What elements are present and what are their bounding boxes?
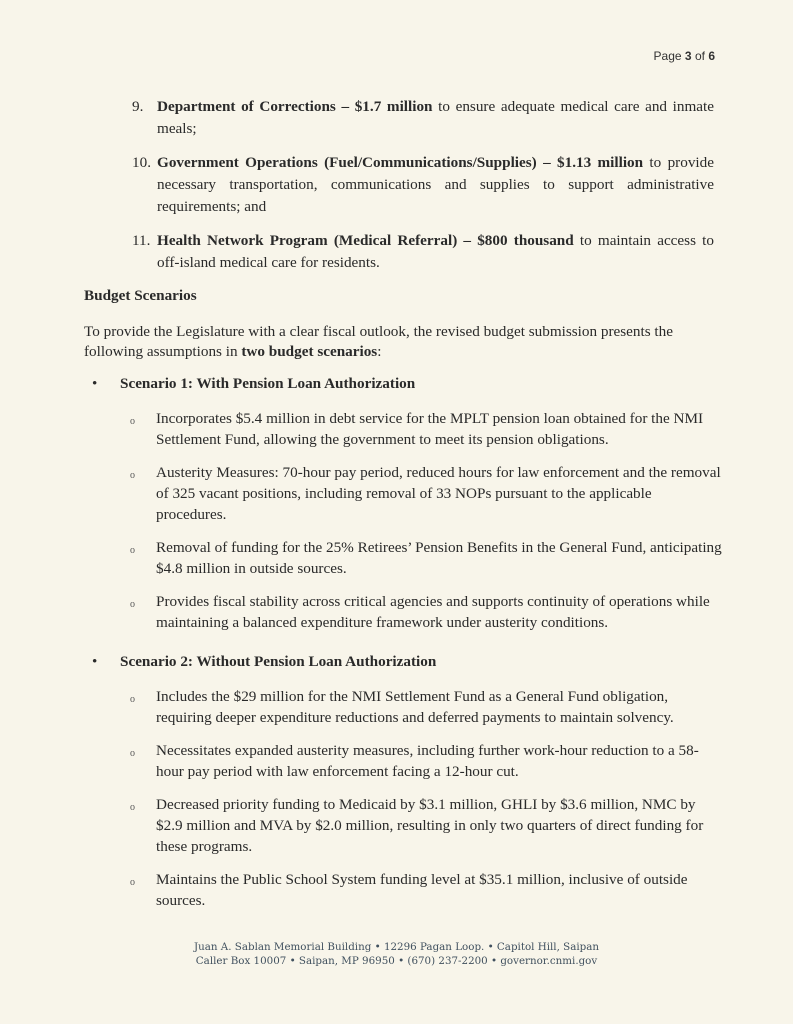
section-heading: Budget Scenarios xyxy=(84,287,197,304)
item-text xyxy=(157,96,714,140)
item-rest-text: to ensure adequate medical care and inmate meals; xyxy=(157,98,714,137)
circle-bullet-icon: o xyxy=(130,694,135,705)
item-text xyxy=(157,230,714,274)
list-item xyxy=(128,462,724,525)
scenario-title xyxy=(84,374,724,394)
scenario-1 xyxy=(84,374,724,633)
list-item xyxy=(128,408,724,450)
item-number: 10. xyxy=(132,154,151,171)
item-bold-text: Department of Corrections – $1.7 million xyxy=(157,98,433,115)
item-text: Necessitates expanded austerity measures, including further work-hour reduction to a 58-hour pay period with law enforcement facing a 12-hour cut. xyxy=(156,742,699,780)
list-item xyxy=(128,537,724,579)
list-item xyxy=(128,686,724,728)
circle-bullet-icon: o xyxy=(130,877,135,888)
item-text xyxy=(157,152,714,218)
circle-bullet-icon: o xyxy=(130,599,135,610)
item-number: 11. xyxy=(132,232,151,249)
circle-bullet-icon: o xyxy=(130,545,135,556)
list-item xyxy=(128,740,724,782)
letterhead-footer xyxy=(0,940,793,968)
scenario-title-text: Scenario 2: Without Pension Loan Authorization xyxy=(120,653,437,670)
item-bold-text: Health Network Program (Medical Referral) – $800 thousand xyxy=(157,232,574,249)
page-total: 6 xyxy=(708,49,715,63)
scenario-title xyxy=(84,652,724,672)
item-bold-text: Government Operations (Fuel/Communications/Supplies) – $1.13 million xyxy=(157,154,644,171)
item-text: Austerity Measures: 70-hour pay period, reduced hours for law enforcement and the removal of 325 vacant positions, including removal of 33 NOPs pursuant to the applicable procedures. xyxy=(156,464,721,523)
intro-paragraph xyxy=(84,322,714,362)
item-number: 9. xyxy=(132,98,144,115)
item-text: Provides fiscal stability across critical agencies and supports continuity of operations while maintaining a balanced expenditure framework under austerity conditions. xyxy=(156,593,710,631)
list-item xyxy=(132,152,714,218)
item-text: Maintains the Public School System funding level at $35.1 million, inclusive of outside sources. xyxy=(156,871,688,909)
page-label: Page xyxy=(653,49,682,63)
scenario-2 xyxy=(84,652,724,911)
item-text: Includes the $29 million for the NMI Settlement Fund as a General Fund obligation, requiring deeper expenditure reductions and deferred payments to maintain solvency. xyxy=(156,688,674,726)
item-rest-text: to maintain access to off-island medical care for residents. xyxy=(157,232,714,271)
circle-bullet-icon: o xyxy=(130,748,135,759)
intro-text-end: : xyxy=(377,343,382,360)
list-item xyxy=(132,230,714,274)
list-item xyxy=(128,794,724,857)
circle-bullet-icon: o xyxy=(130,470,135,481)
page-number xyxy=(654,49,715,63)
scenario-title-text: Scenario 1: With Pension Loan Authorization xyxy=(120,375,416,392)
funding-priorities-list xyxy=(132,96,714,286)
intro-bold-text: two budget scenarios xyxy=(241,343,378,360)
list-item xyxy=(128,869,724,911)
item-text: Incorporates $5.4 million in debt service for the MPLT pension loan obtained for the NMI Settlement Fund, allowing the government to meet its pension obligations. xyxy=(156,410,704,448)
circle-bullet-icon: o xyxy=(130,416,135,427)
list-item xyxy=(128,591,724,633)
item-text: Decreased priority funding to Medicaid by $3.1 million, GHLI by $3.6 million, NMC by $2.9 million and MVA by $2.0 million, resulting in only two quarters of direct funding for these programs. xyxy=(156,796,704,855)
list-item xyxy=(132,96,714,140)
circle-bullet-icon: o xyxy=(130,802,135,813)
footer-address-line: Juan A. Sablan Memorial Building • 12296 Pagan Loop. • Capitol Hill, Saipan xyxy=(194,941,599,953)
bullet-icon: • xyxy=(92,375,98,392)
page-of: of xyxy=(694,49,705,63)
item-text: Removal of funding for the 25% Retirees’ Pension Benefits in the General Fund, anticipating $4.8 million in outside sources. xyxy=(156,539,722,577)
footer-contact-line: Caller Box 10007 • Saipan, MP 96950 • (670) 237-2200 • governor.cnmi.gov xyxy=(195,955,598,967)
item-rest-text: to provide necessary transportation, communications and supplies to support administrative requirements; and xyxy=(157,154,714,215)
bullet-icon: • xyxy=(92,653,98,670)
intro-text: To provide the Legislature with a clear fiscal outlook, the revised budget submission presents the following assumptions in xyxy=(84,323,673,360)
page-current: 3 xyxy=(684,49,692,63)
